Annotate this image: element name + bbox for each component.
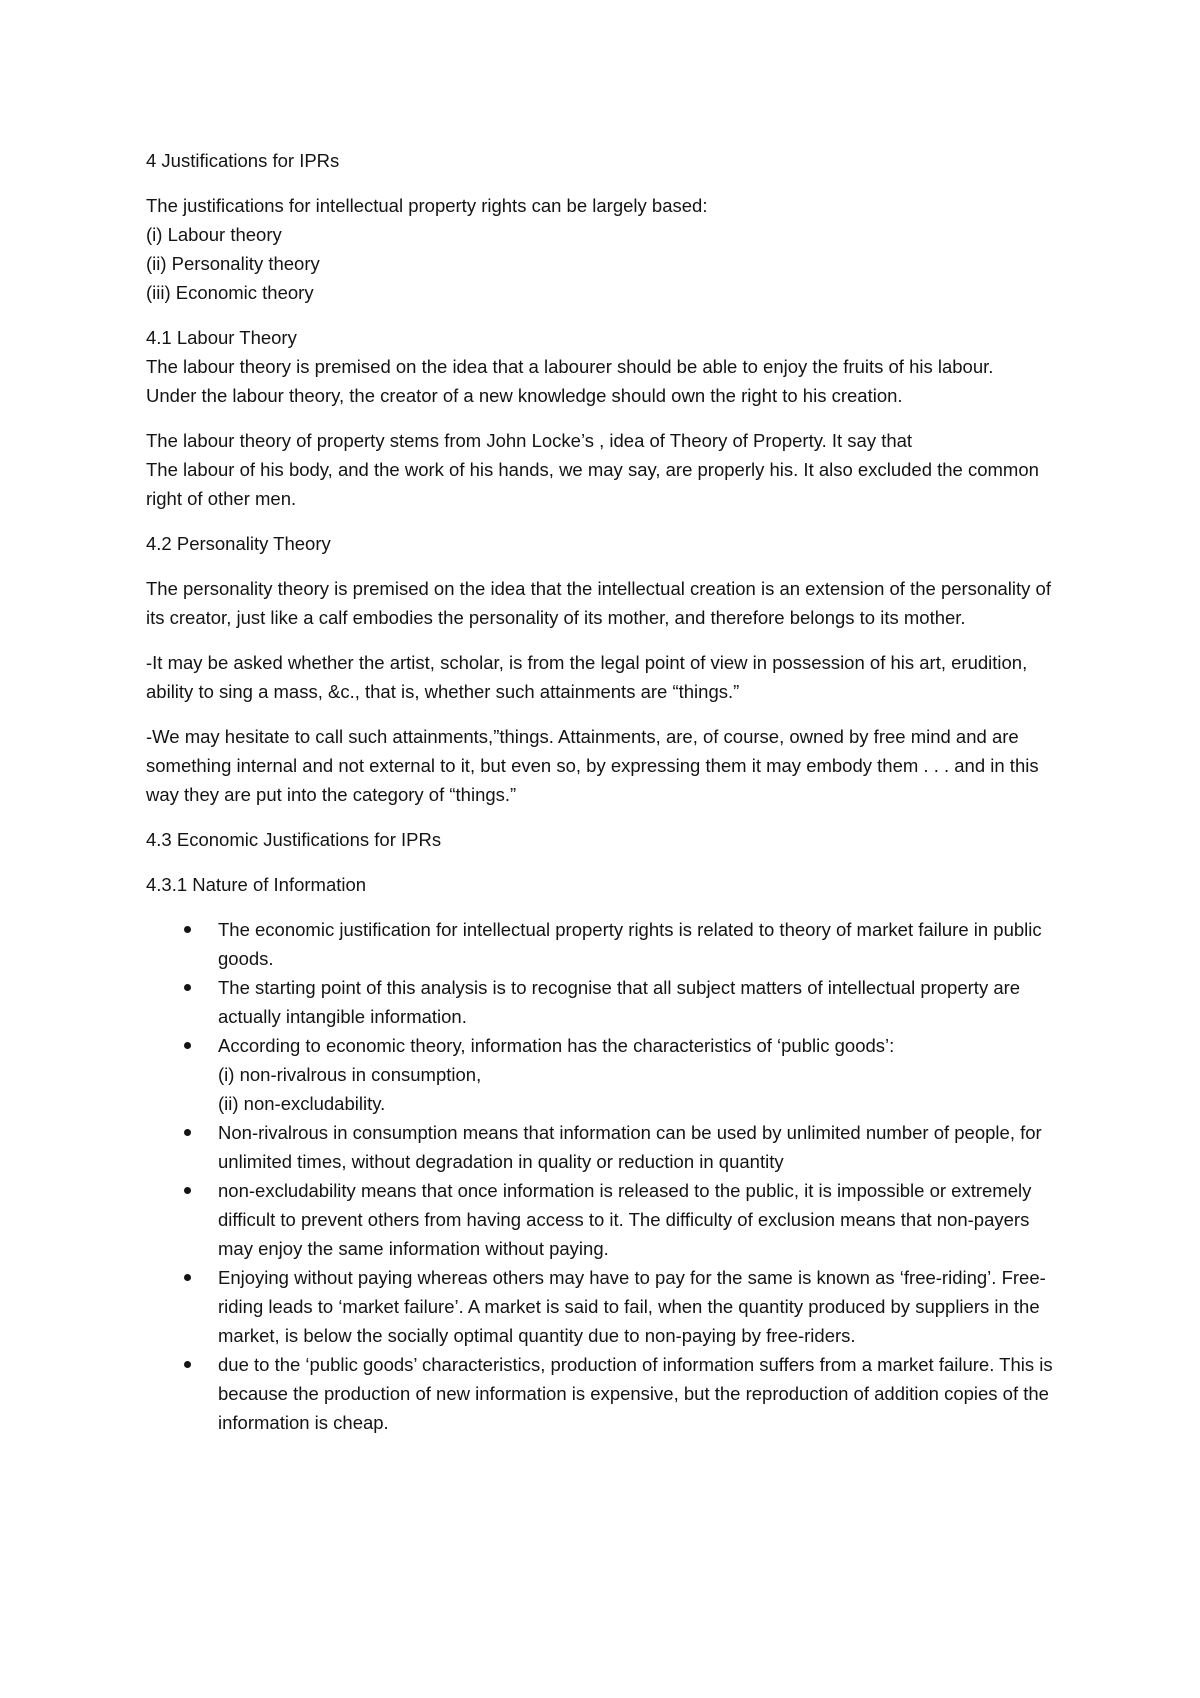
labour-text: The labour theory is premised on the idea that a labourer should be able to enjoy the fruits of his labour. — [146, 356, 994, 377]
personality-paragraph: -It may be asked whether the artist, scholar, is from the legal point of view in possession of his art, erudition, ability to sing a mass, &c., that is, whether such attainments are “things.” — [146, 652, 1028, 702]
bullet-text: Enjoying without paying whereas others may have to pay for the same is known as ‘free-riding’. Free-riding leads to ‘market failure’. A market is said to fail, when the quantity produced by suppliers in the market, is below the socially optimal quantity due to non-paying by free-riders. — [218, 1267, 1046, 1346]
intro-item: (iii) Economic theory — [146, 282, 314, 303]
bullet-text: Non-rivalrous in consumption means that information can be used by unlimited number of people, for unlimited times, without degradation in quality or reduction in quantity — [218, 1122, 1042, 1172]
intro-item: (i) Labour theory — [146, 224, 282, 245]
document-body — [146, 146, 1066, 1437]
list-item — [146, 1031, 1066, 1118]
economic-heading: 4.3 Economic Justifications for IPRs — [146, 829, 442, 850]
bullet-icon — [184, 926, 191, 933]
list-item — [146, 1176, 1066, 1263]
intro-paragraph — [146, 191, 1066, 307]
labour-heading: 4.1 Labour Theory — [146, 327, 297, 348]
economic-subheading: 4.3.1 Nature of Information — [146, 874, 367, 895]
bullet-subitem: (ii) non-excludability. — [218, 1093, 386, 1114]
locke-paragraph — [146, 426, 1066, 513]
list-item — [146, 1263, 1066, 1350]
list-item — [146, 973, 1066, 1031]
intro-item: (ii) Personality theory — [146, 253, 320, 274]
locke-text: The labour theory of property stems from John Locke’s , idea of Theory of Property. It say that — [146, 430, 913, 451]
labour-text: Under the labour theory, the creator of a new knowledge should own the right to his creation. — [146, 385, 903, 406]
bullet-text: due to the ‘public goods’ characteristics, production of information suffers from a market failure. This is because the production of new information is expensive, but the reproduction of addition copies of the information is cheap. — [218, 1354, 1053, 1433]
bullet-text: According to economic theory, information has the characteristics of ‘public goods’: — [218, 1035, 895, 1056]
bullet-icon — [184, 1361, 191, 1368]
list-item — [146, 1118, 1066, 1176]
bullet-text: The economic justification for intellectual property rights is related to theory of market failure in public goods. — [218, 919, 1042, 969]
labour-section — [146, 323, 1066, 410]
bullet-icon — [184, 1274, 191, 1281]
list-item — [146, 1350, 1066, 1437]
bullet-icon — [184, 1187, 191, 1194]
locke-text: The labour of his body, and the work of his hands, we may say, are properly his. It also excluded the common right of other men. — [146, 459, 1039, 509]
bullet-icon — [184, 1129, 191, 1136]
list-item — [146, 915, 1066, 973]
intro-lead: The justifications for intellectual property rights can be largely based: — [146, 195, 708, 216]
bullet-text: The starting point of this analysis is to recognise that all subject matters of intellectual property are actually intangible information. — [218, 977, 1021, 1027]
personality-paragraph: The personality theory is premised on the idea that the intellectual creation is an extension of the personality of its creator, just like a calf embodies the personality of its mother, and therefore belongs to its mother. — [146, 578, 1051, 628]
bullet-subitem: (i) non-rivalrous in consumption, — [218, 1064, 482, 1085]
personality-paragraph: -We may hesitate to call such attainments,”things. Attainments, are, of course, owned by free mind and are something internal and not external to it, but even so, by expressing them it may embody them . . . and in this way they are put into the category of “things.” — [146, 726, 1039, 805]
personality-heading: 4.2 Personality Theory — [146, 533, 331, 554]
bullet-icon — [184, 984, 191, 991]
bullet-icon — [184, 1042, 191, 1049]
economic-bullet-list — [146, 915, 1066, 1437]
bullet-text: non-excludability means that once information is released to the public, it is impossible or extremely difficult to prevent others from having access to it. The difficulty of exclusion means that non-payers may enjoy the same information without paying. — [218, 1180, 1032, 1259]
section-heading: 4 Justifications for IPRs — [146, 150, 340, 171]
